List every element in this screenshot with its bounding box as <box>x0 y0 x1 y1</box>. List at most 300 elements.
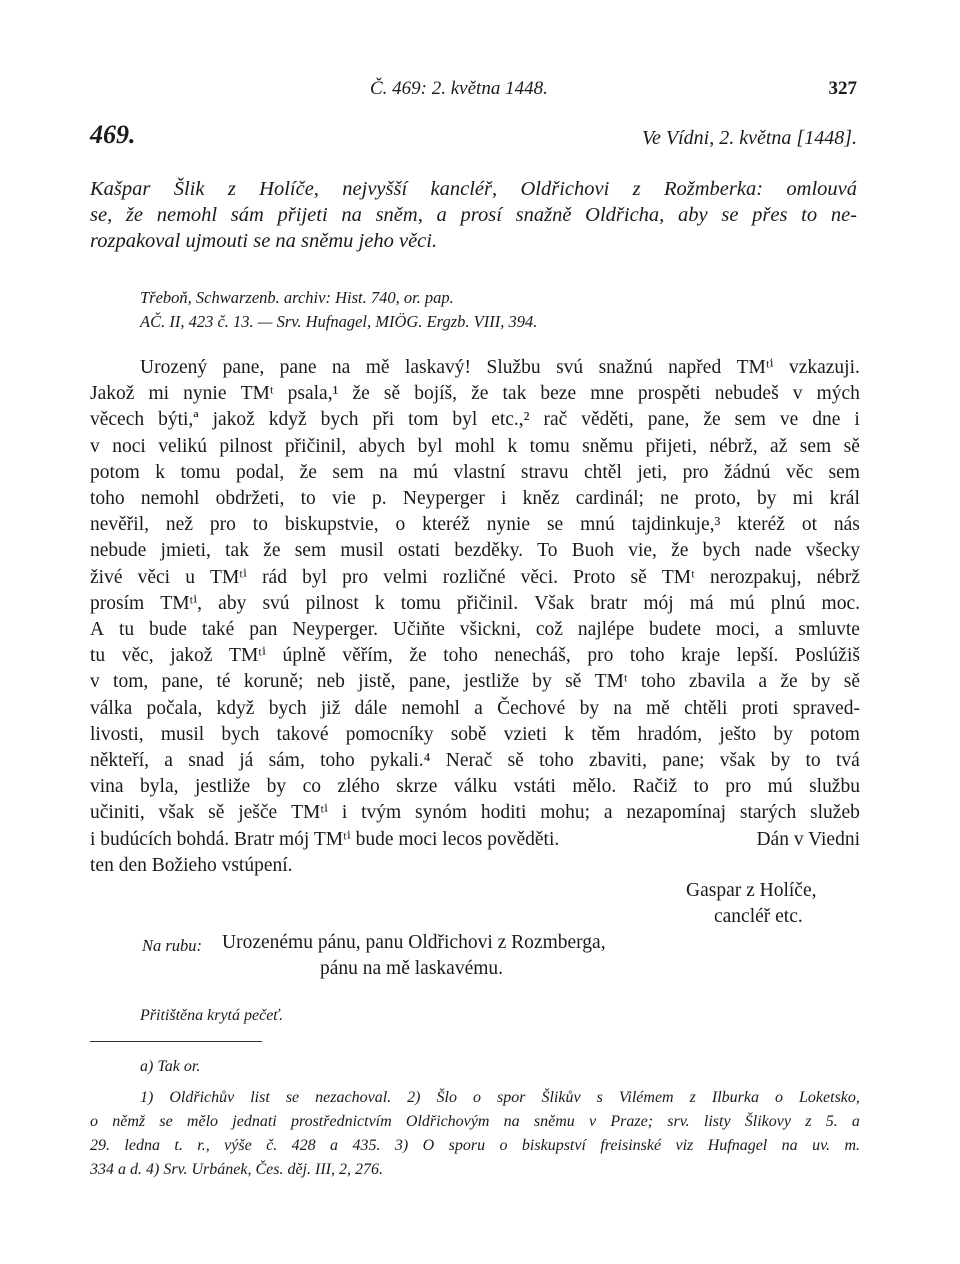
word: mých <box>816 383 860 405</box>
word: Šlikovy <box>744 1113 791 1130</box>
word: TMᵗⁱ <box>291 802 328 824</box>
letter-line <box>90 591 860 617</box>
word: Službu <box>486 357 541 378</box>
word: Ilburka <box>711 1089 759 1106</box>
word: pane, <box>408 671 451 693</box>
word: pane; <box>662 750 705 772</box>
word: než <box>165 514 193 536</box>
word: toho <box>539 750 574 772</box>
word: pane <box>279 357 317 378</box>
word: na <box>781 1137 798 1154</box>
word: mú <box>729 592 755 614</box>
word: také <box>201 619 235 641</box>
word: se <box>159 1113 173 1130</box>
word: Neyperger. <box>292 619 378 641</box>
word: sobě <box>450 723 487 745</box>
word: 435. <box>352 1137 381 1154</box>
word: žádnú <box>724 461 771 483</box>
word: Buoh <box>571 540 614 562</box>
letter-line <box>90 696 860 722</box>
address-line: Urozenému pánu, panu Oldřichovi z Rozmberga, <box>222 932 606 953</box>
word: byl <box>302 566 327 588</box>
word: pilnost <box>219 435 273 457</box>
word: by <box>773 723 793 745</box>
signature-title: cancléř etc. <box>714 906 803 927</box>
word: pro <box>682 461 709 483</box>
word: pro <box>342 566 369 588</box>
word: Loketsko, <box>799 1089 860 1106</box>
word: k <box>155 461 166 483</box>
word: což <box>535 619 563 641</box>
word: Však <box>534 592 575 614</box>
letter-line-text: i budúcích bohdá. Bratr mój TMᵗⁱ bude moci lecos pověděti. <box>90 828 560 850</box>
word: to <box>693 776 709 798</box>
word: nerozpakuj, <box>709 566 802 588</box>
word: uv. <box>812 1137 831 1154</box>
word: prospěti <box>637 383 701 405</box>
word: cardinál; <box>575 488 644 510</box>
word: rač <box>543 409 568 431</box>
word: sem <box>734 409 766 431</box>
word: bych <box>221 723 260 745</box>
word: sem <box>828 461 860 483</box>
word: pro <box>725 776 752 798</box>
word: obdržeti, <box>215 488 285 510</box>
word: k <box>507 435 518 457</box>
word: tom, <box>113 671 149 693</box>
word: a <box>330 1137 339 1154</box>
word: Poslúžiš <box>794 645 860 667</box>
word: jistě, <box>358 671 396 693</box>
word: sě <box>565 671 582 693</box>
word: aby <box>218 592 247 614</box>
word: ve <box>779 409 799 431</box>
word: toho <box>629 645 665 667</box>
word: toho <box>90 488 125 510</box>
word: z <box>805 1113 812 1130</box>
word: sporu <box>448 1137 486 1154</box>
word: Neyperger <box>402 488 485 510</box>
word: tvým <box>361 802 402 824</box>
word: potom <box>90 461 140 483</box>
letter-line <box>90 355 860 381</box>
word: vina <box>90 776 124 798</box>
word: zbaviti, <box>589 750 647 772</box>
word: věřím, <box>342 645 393 667</box>
word: 5. <box>825 1113 838 1130</box>
word: toho <box>640 671 676 693</box>
word: noci <box>112 435 146 457</box>
word: toho <box>443 645 478 667</box>
word: tu <box>90 645 106 667</box>
word: Čechové <box>497 697 566 719</box>
word: najlépe <box>577 619 635 641</box>
word: napřed <box>668 357 722 378</box>
word: plnú <box>770 592 806 614</box>
word: sě <box>843 435 860 457</box>
word: v <box>90 435 100 457</box>
word: TMᵗ <box>240 383 274 405</box>
word: má <box>689 592 714 614</box>
word: věcech <box>90 409 145 431</box>
word: by <box>532 671 552 693</box>
word: mělo <box>186 1113 219 1130</box>
letter-body <box>90 355 860 879</box>
word: to <box>805 750 821 772</box>
regest-line: se, že nemohl sám přijeti na sněm, a prosí snažně Oldřicha, aby se přes to ne- <box>90 204 857 226</box>
word: listy <box>703 1113 731 1130</box>
word: mě <box>365 357 390 378</box>
letter-line <box>90 722 860 748</box>
word: a <box>474 697 483 719</box>
word: někteří, <box>90 750 150 772</box>
word: že <box>780 671 798 693</box>
word: tak <box>502 383 527 405</box>
word: bojíš, <box>414 383 458 405</box>
address-line: pánu na mě laskavému. <box>320 958 504 979</box>
word: nebude <box>90 540 147 562</box>
footnote-line <box>90 1086 860 1110</box>
letter-line <box>90 617 860 643</box>
word: vie, <box>628 540 657 562</box>
word: abych <box>358 435 406 457</box>
word: na <box>379 461 398 483</box>
word: takové <box>276 723 329 745</box>
word: a <box>603 802 613 824</box>
word: moc. <box>821 592 860 614</box>
word: pan <box>249 619 278 641</box>
word: v <box>589 1113 597 1130</box>
footnote-line: 334 a d. 4) Srv. Urbánek, Čes. děj. III, 2, 276. <box>90 1161 383 1178</box>
word: hradóm, <box>637 723 703 745</box>
word: když <box>216 697 255 719</box>
word: tom <box>408 409 439 431</box>
word: ješto <box>719 723 757 745</box>
word: jeti, <box>637 461 668 483</box>
word: mi <box>792 488 814 510</box>
word: m. <box>844 1137 860 1154</box>
word: tu <box>118 619 135 641</box>
word: smluvte <box>798 619 860 641</box>
word: kraje <box>681 645 721 667</box>
word: ot <box>801 514 817 536</box>
word: spraved- <box>792 697 860 719</box>
word: dále <box>354 697 388 719</box>
footnote-a: a) Tak or. <box>140 1058 201 1075</box>
source-editions: AČ. II, 423 č. 13. — Srv. Hufnagel, MIÖG. Ergzb. VIII, 394. <box>140 312 538 331</box>
word: hoditi <box>480 802 527 824</box>
word: podal, <box>236 461 285 483</box>
word: mě <box>646 697 670 719</box>
regest <box>90 176 857 254</box>
word: o <box>90 1113 98 1130</box>
letter-line <box>90 381 860 407</box>
word: že <box>352 383 370 405</box>
word: Urozený <box>140 357 208 378</box>
document-number: 469. <box>90 120 136 149</box>
word: u <box>185 566 195 588</box>
word: rád <box>262 566 287 588</box>
word: pomocníky <box>345 723 434 745</box>
letter-line <box>90 512 860 538</box>
word: by <box>579 697 600 719</box>
word: zlého <box>337 776 380 798</box>
letter-line <box>90 827 860 853</box>
word: p. <box>372 488 387 510</box>
word: proto, <box>694 488 741 510</box>
word: zbavila <box>688 671 746 693</box>
word: jestližе <box>194 776 251 798</box>
word: tvá <box>835 750 860 772</box>
word: ne <box>660 488 679 510</box>
word: srv. <box>667 1113 690 1130</box>
word: Jakož <box>90 383 135 405</box>
footnote-line <box>90 1110 860 1134</box>
word: o <box>499 1137 508 1154</box>
word: nemohl <box>401 697 460 719</box>
word: věc, <box>121 645 154 667</box>
word: učiniti, <box>90 802 145 824</box>
word: velmi <box>383 566 428 588</box>
footnote-line <box>90 1134 860 1158</box>
word: z <box>689 1089 696 1106</box>
word: kteréž <box>422 514 470 536</box>
word: sem <box>332 461 364 483</box>
word: válka <box>90 697 133 719</box>
word: č. <box>266 1137 278 1154</box>
word: To <box>537 540 558 562</box>
word: úplně <box>282 645 326 667</box>
word: Račiž <box>632 776 678 798</box>
address-label: Na rubu: <box>142 936 203 955</box>
word: jakož <box>170 645 213 667</box>
word: prostřednictvím <box>290 1113 392 1130</box>
letter-line <box>90 774 860 800</box>
word: tak <box>225 540 249 562</box>
word: i <box>501 488 507 510</box>
word: Oldřichův <box>169 1089 235 1106</box>
word: co <box>302 776 322 798</box>
word: mnú <box>580 514 615 536</box>
word: stravu <box>520 461 569 483</box>
word: mi <box>148 383 170 405</box>
word: výše <box>224 1137 252 1154</box>
word: jakož <box>212 409 255 431</box>
word: těm <box>591 723 621 745</box>
footnotes <box>90 1086 860 1182</box>
word: že <box>409 645 427 667</box>
place-date: Ve Vídni, 2. května [1448]. <box>642 127 857 149</box>
word: 1) <box>140 1089 154 1106</box>
signature-name: Gaspar z Holíče, <box>686 880 817 901</box>
word: spor <box>496 1089 526 1106</box>
letter-line: ten den Božieho vstúpení. <box>90 854 293 876</box>
word: k <box>374 592 385 614</box>
word: mú <box>413 461 439 483</box>
word: jednati <box>232 1113 277 1130</box>
word: při <box>372 409 395 431</box>
word: věděti, <box>581 409 634 431</box>
word: mój <box>643 592 674 614</box>
word: TMᵗⁱ <box>229 645 266 667</box>
word: Hufnagel <box>707 1137 768 1154</box>
word: na <box>503 1113 520 1130</box>
word: věci <box>137 566 171 588</box>
word: bych <box>702 540 741 562</box>
word: chtěli <box>684 697 728 719</box>
word: však <box>719 750 756 772</box>
word: věc <box>786 461 814 483</box>
word: přičinil. <box>456 592 519 614</box>
word: jmieti, <box>160 540 211 562</box>
word: nezachoval. <box>315 1089 392 1106</box>
word: všecky <box>805 540 860 562</box>
word: chtěl <box>583 461 622 483</box>
word: etc.,² <box>491 409 530 431</box>
word: TMᵗ <box>594 671 628 693</box>
source-archive: Třeboň, Schwarzenb. archiv: Hist. 740, or. pap. <box>140 288 454 307</box>
word: budete <box>649 619 702 641</box>
word: že <box>471 383 489 405</box>
letter-line <box>90 565 860 591</box>
word: všickni, <box>459 619 521 641</box>
word: sě <box>630 566 647 588</box>
word: prosím <box>90 592 145 614</box>
letter-line <box>90 669 860 695</box>
word: bratr <box>590 592 628 614</box>
word: Vilémem <box>618 1089 674 1106</box>
word: toho <box>320 750 355 772</box>
word: bezděky. <box>454 540 523 562</box>
word: biskupstvie, <box>284 514 379 536</box>
word: ješče <box>238 802 278 824</box>
word: svú <box>262 592 290 614</box>
word: Proto <box>573 566 616 588</box>
closing-inline: Dán v Viedni <box>756 828 860 850</box>
word: sněmu <box>533 1113 575 1130</box>
word: musil <box>340 540 384 562</box>
word: tomu <box>400 592 441 614</box>
word: v <box>792 383 803 405</box>
word: beze <box>540 383 577 405</box>
word: by <box>810 671 831 693</box>
word: bych <box>320 409 359 431</box>
word: TMᵗⁱ <box>736 357 774 378</box>
word: sám, <box>268 750 305 772</box>
word: 29. <box>90 1137 110 1154</box>
word: se <box>546 514 564 536</box>
word: sněmu <box>582 435 634 457</box>
word: TMᵗⁱ, <box>160 592 203 614</box>
word: nenecháš, <box>494 645 571 667</box>
word: nynie <box>486 514 531 536</box>
word: snažnú <box>598 357 653 378</box>
word: nébrž, <box>709 435 758 457</box>
word: by <box>757 488 777 510</box>
word: viz <box>675 1137 694 1154</box>
word: 428 <box>291 1137 316 1154</box>
word: vzieti <box>503 723 548 745</box>
word: byla, <box>140 776 179 798</box>
word: přičinil, <box>284 435 347 457</box>
letter-line <box>90 486 860 512</box>
word: Nerač <box>445 750 493 772</box>
word: až <box>770 435 788 457</box>
word: mohl <box>454 435 496 457</box>
word: kteréž <box>737 514 785 536</box>
word: na <box>613 697 632 719</box>
word: starých <box>739 802 797 824</box>
word: TMᵗⁱ <box>210 566 247 588</box>
word: vie <box>331 488 356 510</box>
word: O <box>422 1137 435 1154</box>
word: že <box>703 409 721 431</box>
word: koruně; <box>243 671 304 693</box>
word: počala, <box>146 697 203 719</box>
word: velikú <box>158 435 207 457</box>
word: nezapomínaj <box>626 802 727 824</box>
word: proti <box>741 697 779 719</box>
word: bude <box>149 619 187 641</box>
word: Šlikův <box>541 1089 581 1106</box>
word: když <box>268 409 307 431</box>
seal-note: Přitištěna krytá pečeť. <box>140 1007 284 1024</box>
word: službu <box>809 776 860 798</box>
word: A <box>90 619 105 641</box>
word: mělo. <box>572 776 617 798</box>
word: však <box>158 802 195 824</box>
word: skrze <box>396 776 438 798</box>
word: a <box>758 671 768 693</box>
word: pane, <box>222 357 265 378</box>
letter-line <box>90 800 860 826</box>
word: moci, <box>715 619 760 641</box>
word: rozličné <box>442 566 506 588</box>
word: vlastní <box>453 461 506 483</box>
word: byl <box>417 435 443 457</box>
word: že <box>263 540 281 562</box>
word: té <box>216 671 231 693</box>
word: i <box>854 409 860 431</box>
word: sě <box>208 802 225 824</box>
word: vzkazuji. <box>788 357 860 378</box>
word: dne <box>812 409 841 431</box>
word: psala,¹ <box>287 383 339 405</box>
word: mú <box>767 776 793 798</box>
word: král <box>829 488 860 510</box>
letter-line <box>90 407 860 433</box>
word: ledna <box>124 1137 160 1154</box>
regest-line: rozpakoval ujmouti se na sněmu jeho věci. <box>90 230 438 252</box>
word: pane, <box>161 671 204 693</box>
word: sě <box>843 671 860 693</box>
word: s <box>596 1089 603 1106</box>
word: pro <box>587 645 614 667</box>
word: list <box>250 1089 270 1106</box>
word: o <box>775 1089 783 1106</box>
word: a <box>164 750 173 772</box>
word: sem <box>799 435 832 457</box>
word: by <box>266 776 287 798</box>
letter-line <box>90 748 860 774</box>
word: 2) <box>407 1089 421 1106</box>
word: o <box>472 1089 481 1106</box>
word: bych <box>268 697 307 719</box>
word: ostati <box>397 540 441 562</box>
word: živé <box>90 566 123 588</box>
word: snad <box>188 750 224 772</box>
word: nemohl <box>140 488 200 510</box>
